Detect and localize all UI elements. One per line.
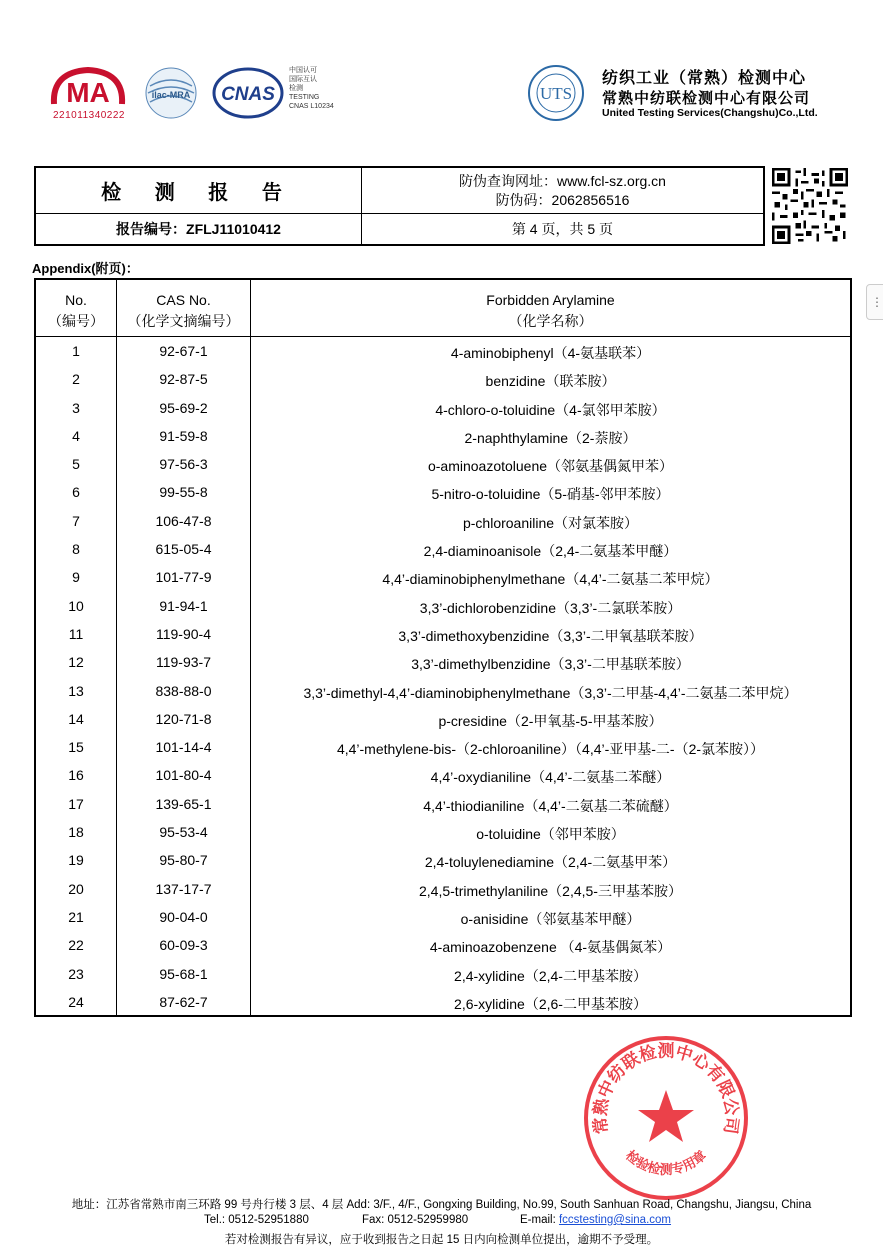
cas-number: 92-87-5 — [159, 371, 208, 388]
chemical-name: 3,3’-dimethylbenzidine（3,3’-二甲基联苯胺） — [411, 656, 690, 673]
row-number: 21 — [68, 908, 84, 925]
chemical-name: 4-aminoazobenzene （4-氨基偶氮苯） — [429, 939, 672, 956]
cas-number: 139-65-1 — [155, 795, 212, 812]
chemical-name: o-anisidine（邻氨基苯甲醚） — [460, 910, 641, 927]
email-link[interactable]: fccstesting@sina.com — [558, 1214, 672, 1226]
chemical-name: 4,4’-methylene-bis-（2-chloroaniline）（4,4’-亚甲基-二-（2-氯苯胺）） — [336, 741, 765, 758]
ilac-label: ilac-MRA — [151, 90, 191, 100]
cma-logo-label: MA — [66, 77, 110, 108]
header-cas-no: CAS No. （化学文摘编号） — [127, 292, 240, 329]
header-chemical-name: Forbidden Arylamine （化学名称） — [486, 292, 615, 329]
uts-label: UTS — [539, 84, 573, 103]
table-row — [36, 734, 850, 762]
chemical-name: 4,4’-thiodianiline（4,4’-二氨基二苯硫醚） — [423, 797, 678, 814]
row-number: 13 — [68, 682, 84, 699]
arylamine-table — [34, 278, 852, 1017]
ilac-mra-logo — [144, 66, 198, 120]
chemical-name: o-toluidine（邻甲苯胺） — [476, 826, 625, 843]
row-number: 18 — [68, 824, 84, 841]
chemical-name: 4-aminobiphenyl（4-氨基联苯） — [450, 345, 651, 361]
row-number: 2 — [72, 371, 80, 388]
footer-fax: Fax: 0512-52959980 — [362, 1214, 469, 1226]
row-number: 11 — [68, 625, 84, 642]
chemical-name: 2,4,5-trimethylaniline（2,4,5-三甲基苯胺） — [419, 882, 682, 899]
table-row — [36, 904, 850, 932]
table-row — [36, 423, 850, 451]
row-number: 24 — [68, 993, 84, 1010]
table-row — [36, 338, 850, 366]
cas-number: 101-14-4 — [155, 739, 212, 756]
email-label: E-mail: — [520, 1214, 556, 1226]
table-row — [36, 847, 850, 875]
table-row — [36, 961, 850, 989]
verification-info — [362, 168, 763, 214]
table-row — [36, 678, 850, 706]
row-number: 23 — [68, 965, 84, 982]
header-no: No. （编号） — [48, 292, 104, 329]
chemical-name: p-chloroaniline（对氯苯胺） — [462, 514, 639, 531]
uts-logo — [527, 64, 585, 122]
cas-number: 91-94-1 — [159, 597, 208, 614]
chemical-name: 2,4-xylidine（2,4-二甲基苯胺） — [454, 967, 647, 984]
row-number: 1 — [72, 343, 80, 359]
table-row — [36, 479, 850, 507]
cas-number: 99-55-8 — [159, 484, 208, 501]
org-name-en: United Testing Services(Changshu)Co.,Ltd. — [602, 107, 818, 119]
row-number: 10 — [68, 597, 84, 614]
chemical-name: 4,4’-diaminobiphenylmethane（4,4’-二氨基二苯甲烷） — [382, 571, 719, 588]
cas-number: 95-53-4 — [159, 824, 208, 841]
seal-top-text: 常熟中纺联检测中心有限公司 — [590, 1041, 742, 1136]
cas-number: 120-71-8 — [155, 710, 212, 727]
cas-number: 101-80-4 — [155, 767, 212, 784]
chemical-name: 3,3’-dimethoxybenzidine（3,3’-二甲氧基联苯胺） — [398, 627, 703, 644]
verify-code: 防伪码：2062856516 — [495, 192, 630, 208]
side-toolbar-tab[interactable]: ⋮ — [866, 284, 883, 320]
cas-number: 838-88-0 — [155, 682, 212, 699]
chemical-name: 2,6-xylidine（2,6-二甲基苯胺） — [454, 995, 647, 1012]
row-number: 12 — [68, 654, 84, 671]
chemical-name: 4,4’-oxydianiline（4,4’-二氨基二苯醚） — [430, 769, 671, 786]
qr-code-icon — [772, 168, 848, 244]
verify-url: 防伪查询网址：www.fcl-sz.org.cn — [459, 173, 666, 189]
report-title: 检 测 报 告 — [36, 168, 362, 214]
cas-number: 137-17-7 — [155, 880, 212, 897]
chemical-name: benzidine（联苯胺） — [485, 373, 616, 390]
row-number: 17 — [68, 795, 84, 812]
cas-number: 90-04-0 — [159, 908, 208, 925]
table-row — [36, 762, 850, 790]
table-row — [36, 451, 850, 479]
row-number: 9 — [72, 569, 80, 586]
row-number: 6 — [72, 484, 80, 501]
table-row — [36, 395, 850, 423]
row-number: 7 — [72, 512, 80, 529]
row-number: 22 — [68, 937, 84, 954]
chemical-name: 2,4-toluylenediamine（2,4-二氨基甲苯） — [424, 854, 677, 871]
cas-number: 97-56-3 — [159, 456, 208, 473]
table-body — [36, 338, 850, 1017]
cas-number: 95-69-2 — [159, 399, 208, 416]
cas-number: 91-59-8 — [159, 427, 208, 444]
footer-note: 若对检测报告有异议，应于收到报告之日起 15 日内向检测单位提出，逾期不予受理。 — [224, 1234, 659, 1246]
table-row — [36, 366, 850, 394]
table-row — [36, 819, 850, 847]
table-row — [36, 791, 850, 819]
cas-number: 95-68-1 — [159, 965, 208, 982]
chemical-name: 3,3’-dimethyl-4,4’-diaminobiphenylmethane（3,3’-二甲基-4,4’-二氨基二苯甲烷） — [303, 684, 798, 701]
cnas-accreditation-text: 中国认可 国际互认 检测 TESTING CNAS L10234 — [289, 67, 334, 110]
row-number: 16 — [68, 767, 84, 784]
cas-number: 101-77-9 — [155, 569, 212, 586]
cas-number: 119-93-7 — [155, 654, 211, 671]
report-header-table — [34, 166, 765, 246]
chemical-name: 3,3’-dichlorobenzidine（3,3’-二氯联苯胺） — [419, 599, 682, 616]
cas-number: 60-09-3 — [159, 937, 208, 954]
table-row — [36, 621, 850, 649]
table-row — [36, 932, 850, 960]
footer-email — [520, 1214, 671, 1226]
row-number: 15 — [68, 739, 84, 756]
cas-number: 87-62-7 — [159, 993, 208, 1010]
report-number: 报告编号：ZFLJ11010412 — [36, 214, 362, 244]
row-number: 8 — [72, 541, 80, 558]
cnas-logo — [212, 67, 284, 119]
footer-tel: Tel.: 0512-52951880 — [204, 1214, 309, 1226]
official-seal-stamp — [580, 1032, 752, 1204]
cnas-label: CNAS — [221, 84, 275, 105]
row-number: 3 — [72, 399, 80, 416]
table-row — [36, 593, 850, 621]
seal-bottom-text: 检验检测专用章 — [622, 1148, 710, 1179]
table-row — [36, 508, 850, 536]
row-number: 4 — [72, 427, 80, 444]
page-info: 第 4 页，共 5 页 — [511, 221, 614, 237]
chemical-name: o-aminoazotoluene（邻氨基偶氮甲苯） — [427, 458, 674, 475]
table-row — [36, 989, 850, 1017]
cas-number: 106-47-8 — [155, 512, 212, 529]
table-row — [36, 536, 850, 564]
chemical-name: 2,4-diaminoanisole（2,4-二氨基苯甲醚） — [423, 543, 678, 560]
cas-number: 119-90-4 — [155, 625, 211, 642]
header-divider — [36, 336, 850, 337]
chemical-name: 5-nitro-o-toluidine（5-硝基-邻甲苯胺） — [431, 486, 670, 503]
cas-number: 95-80-7 — [159, 852, 208, 869]
cas-number: 92-67-1 — [159, 343, 208, 359]
footer-address: 地址：江苏省常熟市南三环路 99 号舟行楼 3 层、4 层 Add: 3/F., 4/F., Gongxing Building, No.99, South Sanhuan Road, Changshu, Jiangsu, China — [71, 1199, 812, 1211]
row-number: 19 — [68, 852, 84, 869]
chemical-name: 4-chloro-o-toluidine（4-氯邻甲苯胺） — [435, 401, 666, 418]
table-row — [36, 649, 850, 677]
cma-number: 221011340222 — [53, 110, 125, 121]
row-number: 5 — [72, 456, 80, 473]
org-name-cn-1: 纺织工业（常熟）检测中心 — [602, 70, 807, 87]
row-number: 20 — [68, 880, 84, 897]
org-name-cn-2: 常熟中纺联检测中心有限公司 — [602, 90, 811, 107]
appendix-label: Appendix(附页)： — [32, 261, 139, 276]
chemical-name: p-cresidine（2-甲氧基-5-甲基苯胺） — [438, 712, 663, 729]
table-row — [36, 706, 850, 734]
svg-text:检验检测专用章 — [622, 1148, 709, 1179]
table-row — [36, 564, 850, 592]
cas-number: 615-05-4 — [155, 541, 212, 558]
row-number: 14 — [68, 710, 84, 727]
chemical-name: 2-naphthylamine（2-萘胺） — [464, 429, 637, 446]
table-row — [36, 876, 850, 904]
